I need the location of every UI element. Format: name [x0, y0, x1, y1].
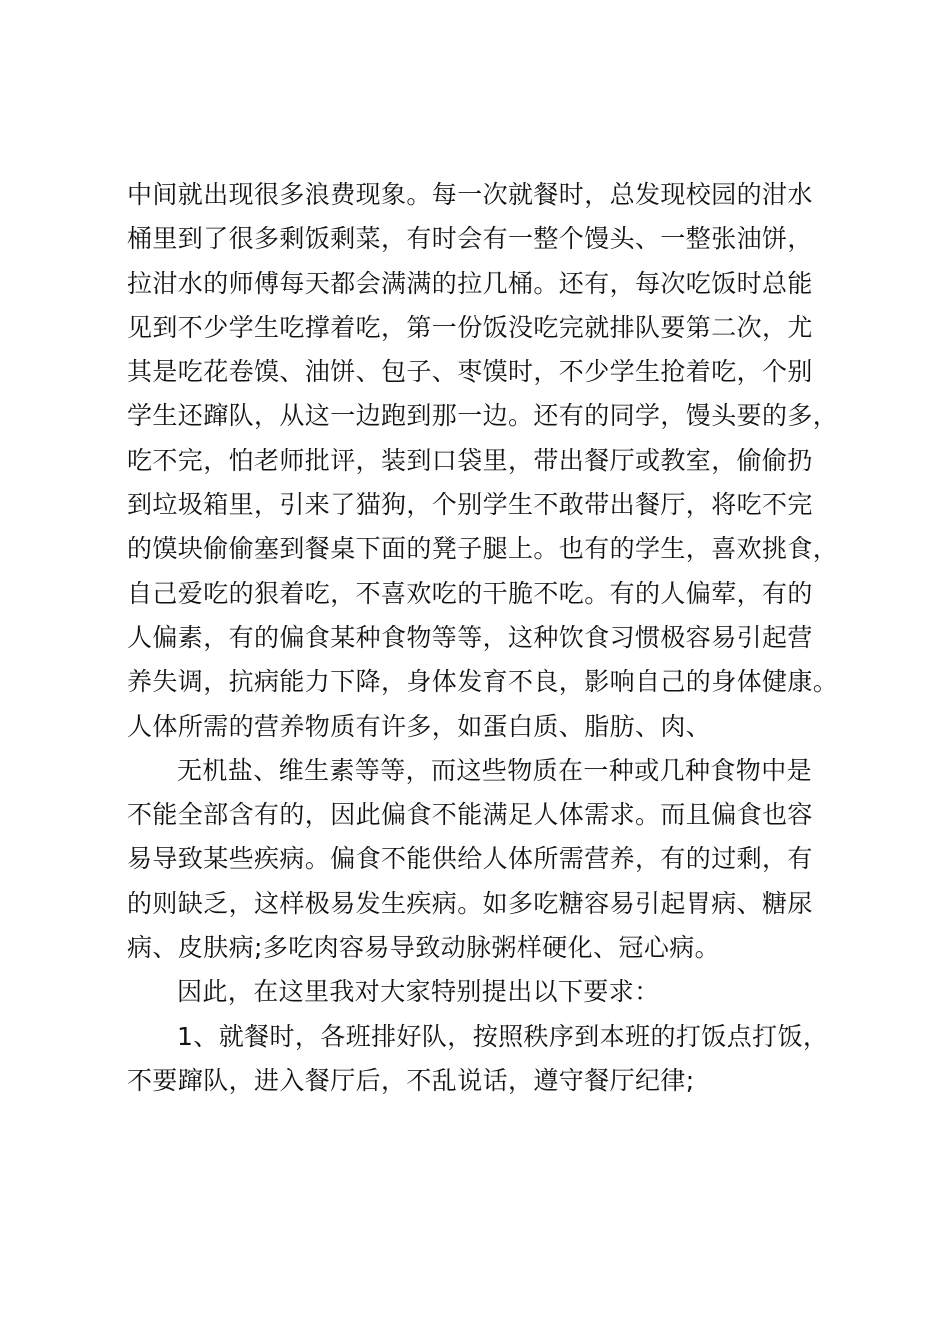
text-line: 见到不少学生吃撑着吃，第一份饭没吃完就排队要第二次，尤	[127, 312, 813, 342]
text-line: 吃不完，怕老师批评，装到口袋里，带出餐厅或教室，偷偷扔	[127, 445, 813, 475]
text-line: 其是吃花卷馍、油饼、包子、枣馍时，不少学生抢着吃，个别	[127, 357, 813, 387]
paragraph-first-line: 无机盐、维生素等等，而这些物质在一种或几种食物中是	[177, 755, 813, 785]
list-item-first-line: 1、就餐时，各班排好队，按照秩序到本班的打饭点打饭，	[177, 1021, 829, 1051]
text-line: 拉泔水的师傅每天都会满满的拉几桶。还有，每次吃饭时总能	[127, 268, 813, 298]
text-line: 自己爱吃的狠着吃，不喜欢吃的干脆不吃。有的人偏荤，有的	[127, 578, 813, 608]
text-line: 中间就出现很多浪费现象。每一次就餐时，总发现校园的泔水	[127, 180, 813, 209]
text-line: 的则缺乏，这样极易发生疾病。如多吃糖容易引起胃病、糖尿	[127, 888, 813, 918]
text-line: 人体所需的营养物质有许多，如蛋白质、脂肪、肉、	[127, 711, 712, 741]
text-line: 不能全部含有的，因此偏食不能满足人体需求。而且偏食也容	[127, 800, 813, 830]
text-line: 学生还蹿队，从这一边跑到那一边。还有的同学，馒头要的多，	[127, 401, 839, 431]
text-line: 的馍块偷偷塞到餐桌下面的凳子腿上。也有的学生，喜欢挑食，	[127, 534, 839, 564]
body-text	[127, 173, 867, 1103]
text-line: 养失调，抗病能力下降，身体发育不良，影响自己的身体健康。	[127, 667, 839, 697]
text-line: 桶里到了很多剩饭剩菜，有时会有一整个馒头、一整张油饼，	[127, 224, 813, 254]
text-line: 病、皮肤病;多吃肉容易导致动脉粥样硬化、冠心病。	[127, 933, 721, 963]
text-line: 人偏素，有的偏食某种食物等等，这种饮食习惯极容易引起营	[127, 622, 813, 652]
paragraph-first-line: 因此，在这里我对大家特别提出以下要求：	[177, 977, 660, 1007]
text-line: 易导致某些疾病。偏食不能供给人体所需营养，有的过剩，有	[127, 844, 813, 874]
text-line: 不要蹿队，进入餐厅后，不乱说话，遵守餐厅纪律;	[127, 1065, 695, 1095]
text-line: 到垃圾箱里，引来了猫狗，个别学生不敢带出餐厅，将吃不完	[127, 490, 813, 520]
